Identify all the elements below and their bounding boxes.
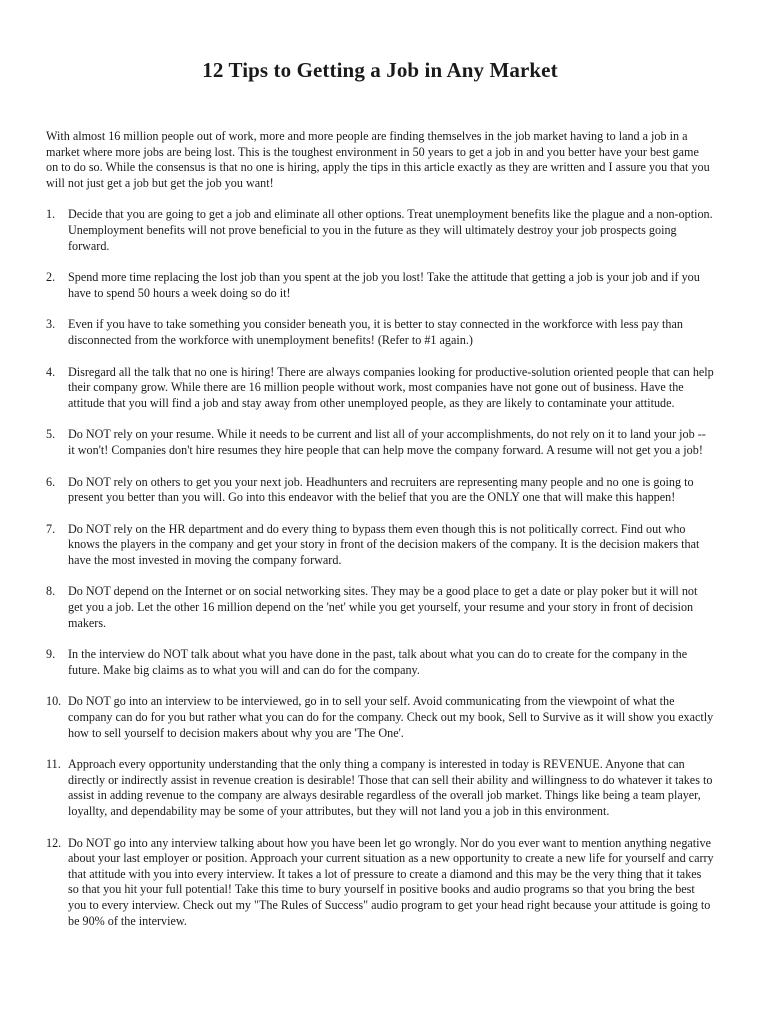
list-item (46, 475, 714, 506)
list-item (46, 836, 714, 930)
list-item-number: 7. (46, 521, 56, 536)
list-item-text: Disregard all the talk that no one is hiring! There are always companies looking for productive-solution oriented people that can help their company grow. While there are 16 million people without work, most companies have not gone out of business. Have the attitude that you will find a job and stay away from other unemployed people, as they are likely to contaminate your attitude. (68, 364, 714, 410)
list-item-text: Do NOT go into an interview to be interviewed, go in to sell your self. Avoid communicating from the viewpoint of what the company can do for you but rather what you can do for the company. Check out my book, Sell to Survive as it will show you exactly how to sell yourself to decision makers about why you are 'The One'. (68, 694, 714, 740)
list-item-text: Do NOT rely on the HR department and do every thing to bypass them even though this is not politically correct. Find out who knows the players in the company and get your story in front of the decision makers of the company. It is the decision makers that have the most invested in moving the company forward. (68, 521, 700, 567)
list-item-text: Even if you have to take something you consider beneath you, it is better to stay connected in the workforce with less pay than disconnected from the workforce with unemployment benefits! (Refer to #1 again.) (68, 317, 683, 347)
list-item (46, 207, 714, 254)
list-item-text: Do NOT go into any interview talking about how you have been let go wrongly. Nor do you ever want to mention anything negative about your last employer or position. Approach your current situation as a new opportunity to create a new life for yourself and carry that attitude with you into every interview. It takes a lot of pressure to create a diamond and this may be the very thing that it takes so that you hit your full potential! Take this time to bury yourself in positive books and audio programs so that you bring the best you to every interview. Check out my "The Rules of Success" audio program to get your head right because your attitude is going to be 90% of the interview. (68, 835, 714, 928)
list-item-number: 11. (46, 757, 61, 772)
list-item (46, 365, 714, 412)
list-item-text: In the interview do NOT talk about what you have done in the past, talk about what you can do to create for the company in the future. Make big claims as to what you will and can do for the company. (68, 647, 688, 677)
list-item (46, 522, 714, 569)
list-item (46, 694, 714, 741)
list-item-number: 8. (46, 584, 56, 599)
list-item-text: Spend more time replacing the lost job than you spent at the job you lost! Take the attitude that getting a job is your job and if you have to spend 50 hours a week doing so do it! (68, 270, 700, 300)
tips-list (46, 207, 714, 929)
list-item-number: 3. (46, 317, 56, 332)
list-item (46, 757, 714, 819)
list-item-number: 6. (46, 474, 56, 489)
list-item-number: 1. (46, 207, 56, 222)
list-item-text: Do NOT rely on your resume. While it needs to be current and list all of your accomplishments, do not rely on it to land your job -- it won't! Companies don't hire resumes they hire people that can help move the company forward. A resume will not get you a job! (68, 427, 706, 457)
document-title: 12 Tips to Getting a Job in Any Market (202, 58, 558, 82)
list-item-text: Do NOT depend on the Internet or on social networking sites. They may be a good place to get a date or play poker but it will not get you a job. Let the other 16 million depend on the 'net' while you get yourself, your resume and your story in front of decision makers. (68, 584, 698, 630)
list-item-number: 2. (46, 270, 56, 285)
list-item (46, 647, 714, 678)
list-item-text: Do NOT rely on others to get you your next job. Headhunters and recruiters are representing many people and no one is going to present you better than you will. Go into this endeavor with the belief that you are the ONLY one that will make this happen! (68, 474, 694, 505)
list-item-number: 9. (46, 647, 56, 662)
list-item (46, 270, 714, 301)
list-item-number: 10. (46, 694, 62, 709)
list-item-number: 12. (46, 835, 62, 850)
list-item (46, 427, 714, 458)
intro-paragraph: With almost 16 million people out of work, more and more people are finding themselves in the job market having to land a job in a market where more jobs are being lost. This is the toughest environment in 50 years to get a job in and you better have your best game on to do so. While the consensus is that no one is hiring, apply the tips in this article exactly as they are written and I assure you that you will not just get a job but get the job you want! (46, 129, 710, 190)
list-item (46, 317, 714, 348)
list-item-text: Decide that you are going to get a job and eliminate all other options. Treat unemployment benefits like the plague and a non-option. Unemployment benefits will not prove beneficial to you in the future as they will ultimately destroy your job prospects going forward. (68, 207, 713, 253)
list-item-number: 5. (46, 427, 56, 442)
list-item-text: Approach every opportunity understanding that the only thing a company is interested in today is REVENUE. Anyone that can directly or indirectly assist in revenue creation is desirable! Those that can sell their ability and willingness to do whatever it takes to assist in adding revenue to the company are always desirable regardless of the overall job market. Things like being a team player, loyallty, and dependability may be some of your attributes, but they will not land you a job in this environment. (68, 757, 713, 818)
list-item (46, 584, 714, 631)
list-item-number: 4. (46, 364, 56, 379)
